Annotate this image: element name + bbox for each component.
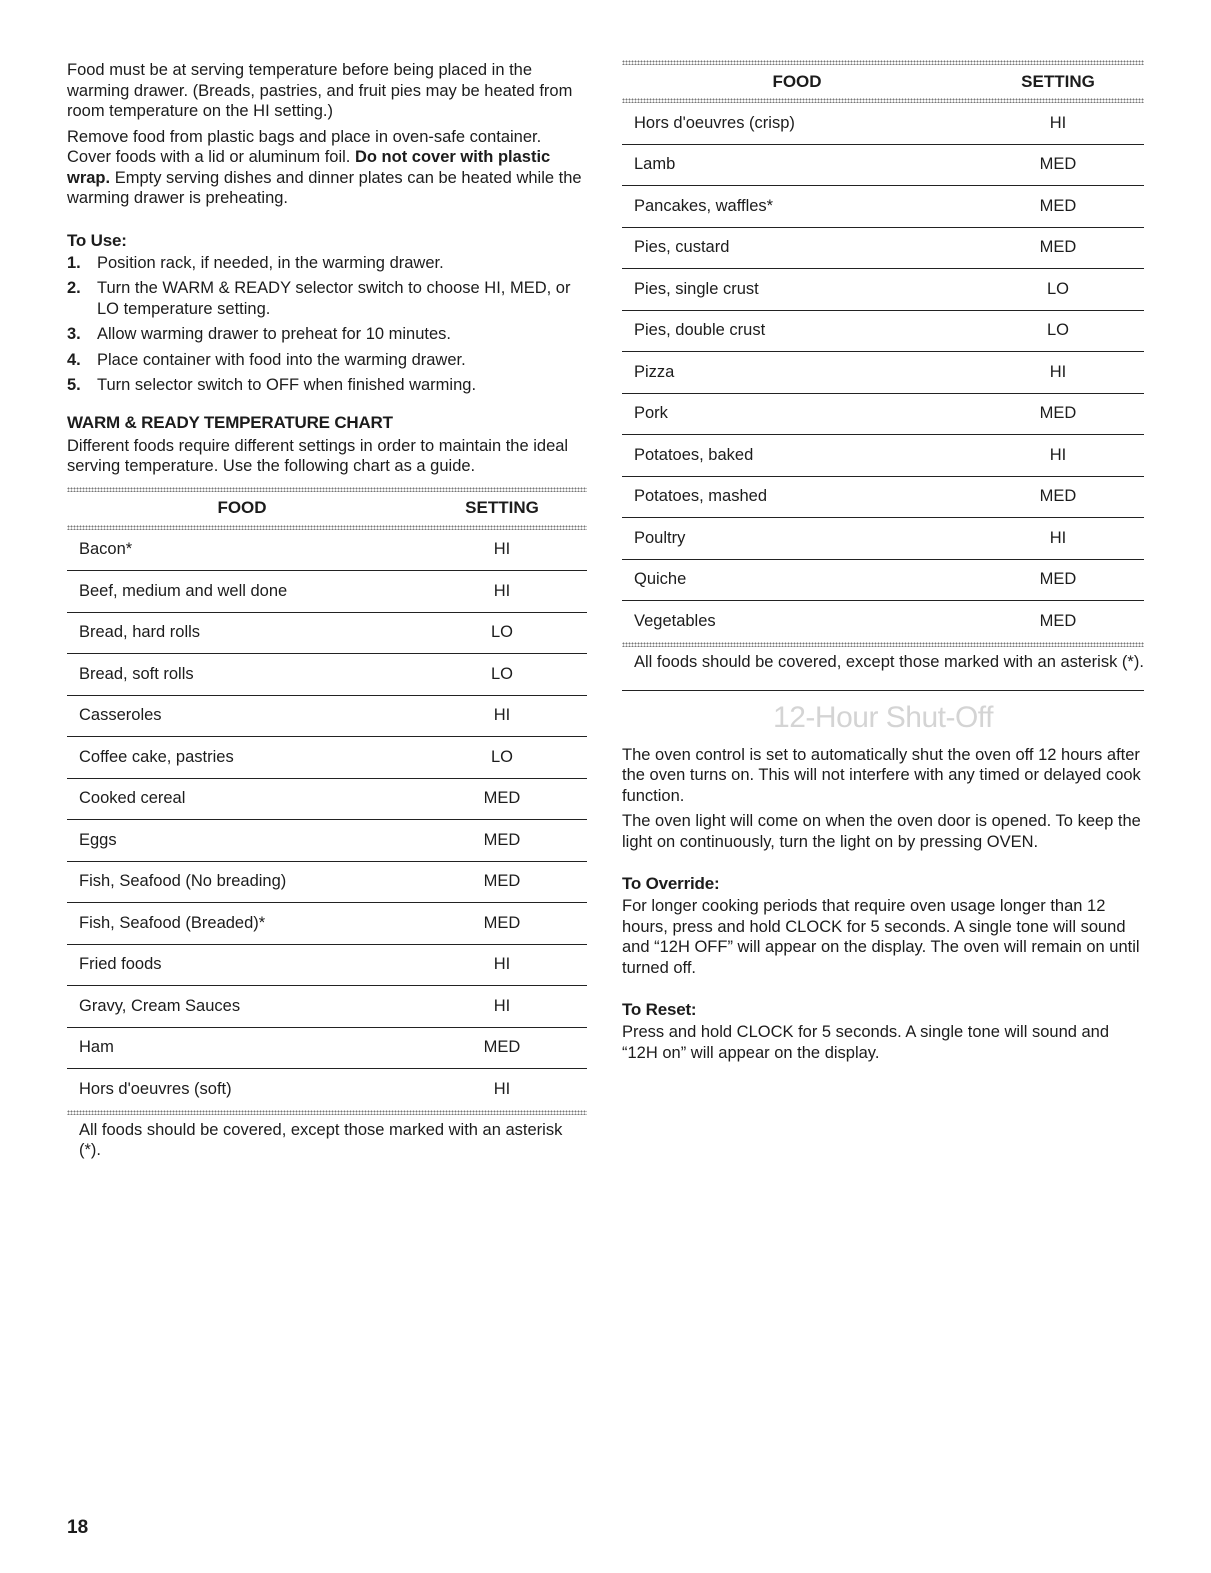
food-cell: Bread, hard rolls: [79, 623, 201, 642]
food-cell: Potatoes, mashed: [634, 487, 767, 506]
setting-cell: HI: [493, 996, 511, 1015]
step-text: Turn the WARM & READY selector switch to choose HI, MED, or LO temperature setting.: [97, 279, 571, 318]
table-row: [622, 560, 1144, 602]
shutoff-paragraph-2: The oven light will come on when the oven door is opened. To keep the light on continuously, turn the light on by pressing OVEN.: [622, 812, 1141, 851]
override-heading: To Override:: [622, 874, 720, 893]
table-row: [67, 820, 587, 862]
step-number: 2.: [67, 279, 81, 297]
shutoff-paragraph-1: The oven control is set to automatically shut the oven off 12 hours after the oven turns on. This will not interfere with any timed or delayed cook function.: [622, 745, 1141, 805]
food-cell: Poultry: [634, 528, 686, 547]
setting-cell: MED: [483, 1038, 521, 1057]
food-cell: Fried foods: [79, 955, 162, 974]
table-row: [622, 269, 1144, 311]
table-row: [67, 945, 587, 987]
setting-cell: MED: [483, 830, 521, 849]
table-row: [67, 613, 587, 655]
intro-paragraph-2-start: Remove food from plastic bags and place in oven-safe container. Cover foods with a lid or aluminum foil.: [67, 127, 542, 166]
food-cell: Bread, soft rolls: [79, 664, 194, 683]
setting-cell: LO: [490, 664, 513, 683]
food-cell: Pies, custard: [634, 238, 730, 257]
setting-cell: MED: [1039, 611, 1077, 630]
step-number: 3.: [67, 325, 81, 343]
table-row: [622, 518, 1144, 560]
step-item: [67, 350, 587, 371]
food-cell: Quiche: [634, 570, 687, 589]
table-header-right: [622, 65, 1144, 98]
food-cell: Ham: [79, 1038, 114, 1057]
food-cell: Pizza: [634, 362, 675, 381]
chart-title: WARM & READY TEMPERATURE CHART: [67, 412, 393, 432]
food-cell: Lamb: [634, 155, 676, 174]
col-food-header: FOOD: [772, 71, 822, 91]
setting-cell: MED: [483, 913, 521, 932]
table-row: [622, 477, 1144, 519]
food-cell: Bacon*: [79, 540, 133, 559]
table-row: [622, 394, 1144, 436]
food-cell: Pies, single crust: [634, 279, 759, 298]
table-row: [67, 903, 587, 945]
intro-paragraph-2: [67, 127, 587, 209]
step-item: [67, 278, 587, 319]
table-row: [622, 311, 1144, 353]
setting-cell: MED: [483, 789, 521, 808]
food-cell: Hors d'oeuvres (soft): [79, 1079, 232, 1098]
setting-cell: HI: [1049, 528, 1067, 547]
table-note-right: All foods should be covered, except those marked with an asterisk (*).: [634, 652, 1144, 671]
food-cell: Casseroles: [79, 706, 162, 725]
setting-cell: HI: [493, 955, 511, 974]
setting-cell: HI: [493, 540, 511, 559]
col-setting-header: SETTING: [1021, 71, 1095, 91]
table-note-left: All foods should be covered, except those marked with an asterisk (*).: [79, 1120, 563, 1159]
food-cell: Coffee cake, pastries: [79, 747, 234, 766]
food-cell: Pancakes, waffles*: [634, 196, 774, 215]
setting-cell: MED: [1039, 404, 1077, 423]
table-row: [67, 571, 587, 613]
setting-cell: LO: [490, 623, 513, 642]
table-row: [67, 1069, 587, 1110]
food-cell: Gravy, Cream Sauces: [79, 996, 241, 1015]
setting-cell: HI: [1049, 362, 1067, 381]
table-right-body: [622, 103, 1144, 642]
table-left-body: [67, 530, 587, 1110]
step-number: 4.: [67, 350, 81, 369]
setting-cell: LO: [490, 747, 513, 766]
food-cell: Eggs: [79, 830, 117, 849]
chart-description: Different foods require different settings in order to maintain the ideal serving temperature. Use the following chart as a guide.: [67, 436, 569, 475]
table-row: [622, 103, 1144, 145]
table-row: [622, 228, 1144, 270]
food-cell: Potatoes, baked: [634, 445, 754, 464]
step-number: 5.: [67, 376, 81, 394]
table-bottom-divider: [67, 1110, 587, 1115]
table-row: [67, 779, 587, 821]
to-use-steps: [67, 253, 587, 396]
setting-cell: HI: [493, 581, 511, 600]
setting-cell: MED: [1039, 238, 1077, 257]
left-column: [67, 60, 587, 1160]
food-cell: Cooked cereal: [79, 789, 186, 808]
table-bottom-divider: [622, 642, 1144, 647]
step-number: 1.: [67, 253, 81, 272]
table-row: [67, 1028, 587, 1070]
step-item: [67, 253, 587, 274]
plastic-wrap-warning: Do not cover with plastic wrap.: [67, 148, 551, 187]
setting-cell: MED: [1039, 196, 1077, 215]
setting-cell: HI: [1049, 113, 1067, 132]
food-cell: Beef, medium and well done: [79, 581, 288, 600]
food-cell: Fish, Seafood (No breading): [79, 872, 287, 891]
override-text: For longer cooking periods that require oven usage longer than 12 hours, press and hold CLOCK for 5 seconds. A single tone will sound and “12H OFF” will appear on the display. The oven will remain on until turned off.: [622, 897, 1140, 977]
setting-cell: HI: [493, 706, 511, 725]
step-item: [67, 375, 587, 396]
table-row: [67, 530, 587, 572]
setting-cell: MED: [1039, 155, 1077, 174]
food-cell: Fish, Seafood (Breaded)*: [79, 913, 266, 932]
col-setting-header: SETTING: [465, 498, 539, 517]
setting-cell: HI: [1049, 445, 1067, 464]
step-text: Place container with food into the warming drawer.: [97, 350, 466, 369]
intro-paragraph-2-end: Empty serving dishes and dinner plates can be heated while the warming drawer is preheating.: [67, 168, 582, 207]
table-row: [67, 737, 587, 779]
food-cell: Pork: [634, 404, 668, 423]
step-text: Turn selector switch to OFF when finished warming.: [97, 376, 477, 394]
table-row: [622, 145, 1144, 187]
step-text: Position rack, if needed, in the warming drawer.: [97, 253, 444, 272]
table-row: [67, 654, 587, 696]
intro-paragraph-1: Food must be at serving temperature before being placed in the warming drawer. (Breads, pastries, and fruit pies may be heated from room temperature on the HI setting.): [67, 61, 573, 120]
page-number: 18: [67, 1517, 89, 1538]
setting-cell: MED: [1039, 487, 1077, 506]
to-use-heading: To Use:: [67, 230, 127, 250]
food-cell: Pies, double crust: [634, 321, 766, 340]
setting-cell: LO: [1046, 279, 1069, 298]
reset-heading: To Reset:: [622, 1000, 697, 1019]
table-row: [622, 186, 1144, 228]
food-cell: Vegetables: [634, 611, 716, 630]
step-item: [67, 324, 587, 345]
shutoff-title: 12-Hour Shut-Off: [773, 700, 993, 734]
setting-cell: HI: [493, 1079, 511, 1098]
table-row: [622, 352, 1144, 394]
setting-cell: LO: [1046, 321, 1069, 340]
col-food-header: FOOD: [217, 498, 267, 517]
table-row: [67, 986, 587, 1028]
table-header-left: [67, 492, 587, 525]
step-text: Allow warming drawer to preheat for 10 minutes.: [97, 325, 451, 343]
section-rule: [622, 690, 1144, 691]
food-cell: Hors d'oeuvres (crisp): [634, 113, 795, 132]
table-row: [622, 601, 1144, 642]
reset-text: Press and hold CLOCK for 5 seconds. A single tone will sound and “12H on” will appear on the display.: [622, 1023, 1110, 1062]
table-row: [67, 862, 587, 904]
setting-cell: MED: [1039, 570, 1077, 589]
table-row: [67, 696, 587, 738]
setting-cell: MED: [483, 872, 521, 891]
table-row: [622, 435, 1144, 477]
right-column: [622, 60, 1144, 1063]
